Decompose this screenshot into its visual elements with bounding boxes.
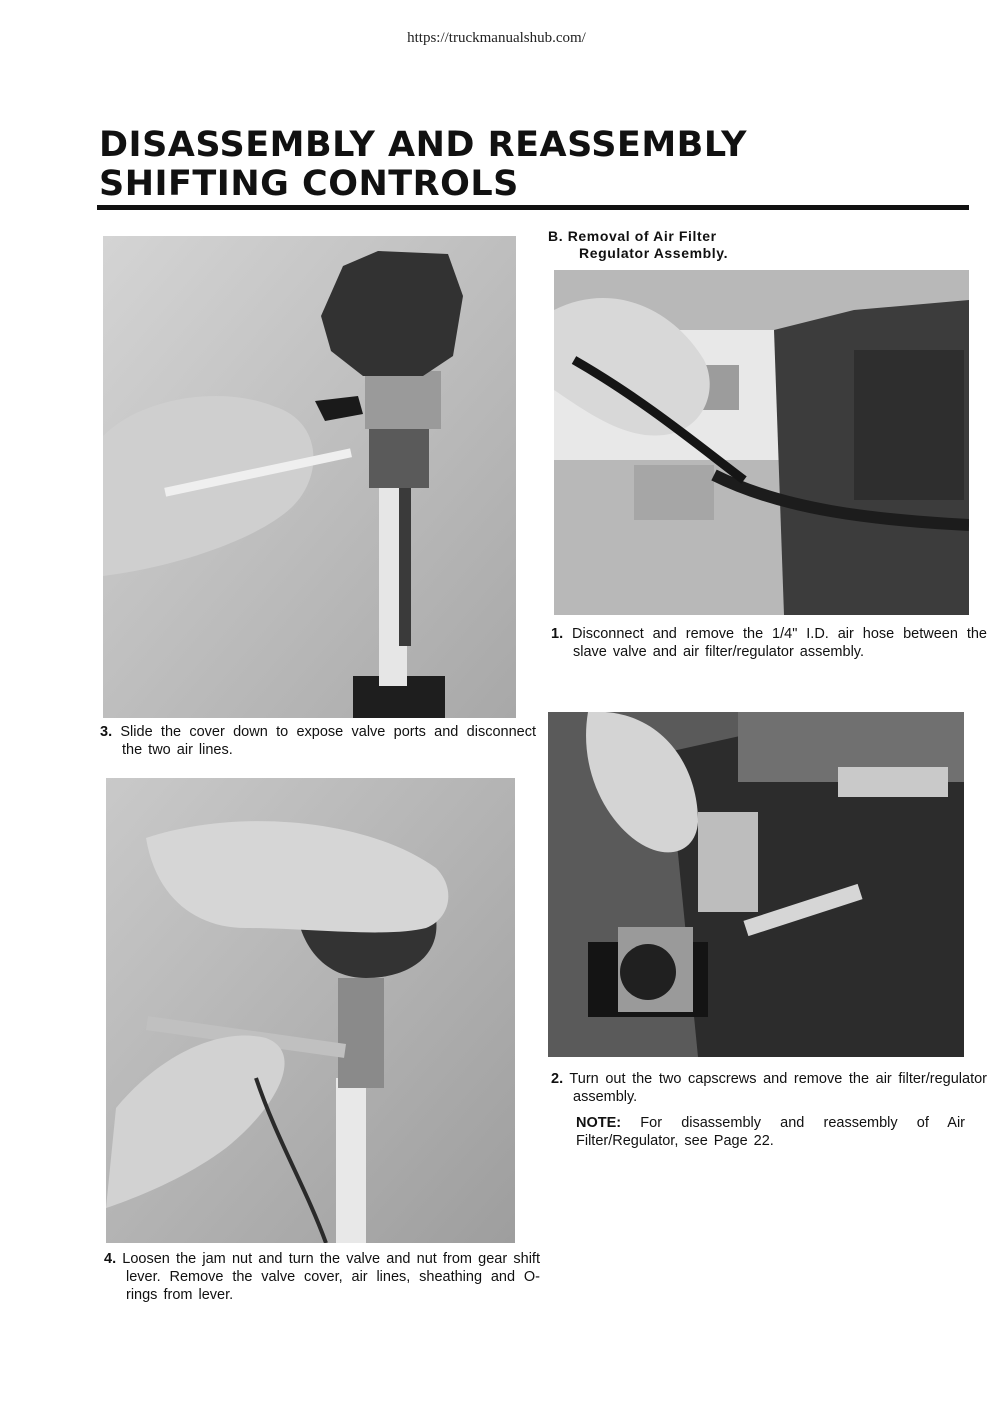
- photo-step-2: [548, 712, 964, 1057]
- step-number: 2.: [551, 1071, 564, 1087]
- step-text: Loosen the jam nut and turn the valve and nut from gear shift lever. Remove the valve cover, air lines, sheathing and O-rings from lever.: [116, 1251, 540, 1303]
- title-rule: [97, 205, 969, 210]
- step-number: 1.: [551, 626, 564, 642]
- step-text: Slide the cover down to expose valve ports and disconnect the two air lines.: [112, 724, 536, 758]
- title-line-2: SHIFTING CONTROLS: [99, 164, 519, 204]
- title-line-1: DISASSEMBLY AND REASSEMBLY: [99, 125, 748, 165]
- step-number: 4.: [104, 1251, 117, 1267]
- caption-step-2: [551, 1070, 987, 1106]
- source-url[interactable]: https://truckmanualshub.com/: [407, 30, 586, 46]
- caption-step-3: [100, 723, 536, 759]
- section-heading: [548, 228, 728, 262]
- step-number: 3.: [100, 724, 113, 740]
- photo-step-1: [554, 270, 969, 615]
- section-heading-line-1: B. Removal of Air Filter: [548, 228, 717, 244]
- note-text: For disassembly and reassembly of Air Filter/Regulator, see Page 22.: [576, 1115, 965, 1149]
- caption-step-4: [104, 1250, 540, 1304]
- section-heading-line-2: Regulator Assembly.: [579, 245, 729, 261]
- note-label: NOTE:: [576, 1115, 622, 1131]
- caption-step-1: [551, 625, 987, 661]
- photo-step-3: [103, 236, 516, 718]
- page-title: [99, 126, 747, 204]
- photo-step-4: [106, 778, 515, 1243]
- step-text: Turn out the two capscrews and remove the air filter/regulator assembly.: [563, 1071, 987, 1105]
- note: [576, 1114, 965, 1150]
- step-text: Disconnect and remove the 1/4" I.D. air hose between the slave valve and air filter/regulator assembly.: [563, 626, 987, 660]
